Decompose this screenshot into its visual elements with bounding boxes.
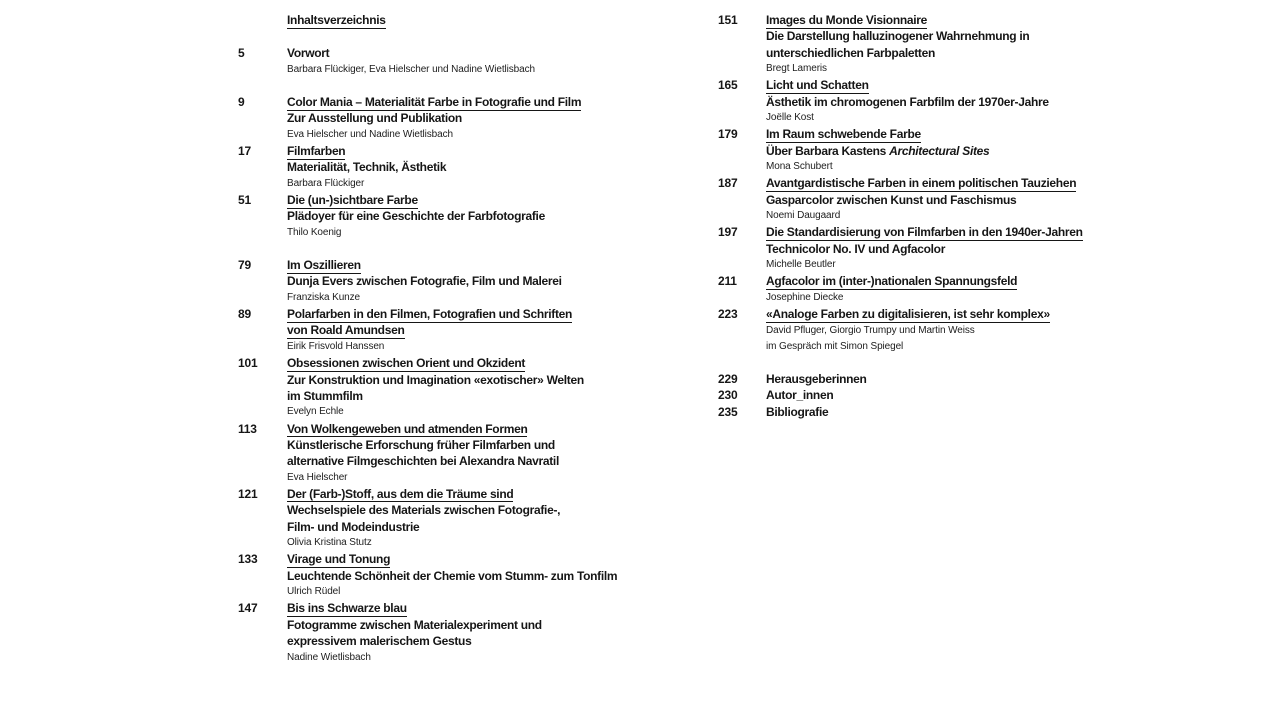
entry-body: [287, 421, 703, 486]
entry-page-number: 187: [718, 176, 738, 191]
entry-author-text: Eva Hielscher und Nadine Wietlisbach: [287, 128, 453, 140]
entry-title-line: [287, 551, 703, 567]
entry-title-line: [287, 486, 703, 502]
entry-page-number: 165: [718, 78, 738, 93]
entry-subtitle-text: Materialität, Technik, Ästhetik: [287, 160, 447, 175]
entry-title-text: Von Wolkengeweben und atmenden Formen: [287, 421, 528, 436]
entry-page-number: 229: [718, 371, 738, 386]
entry-author-text: Bregt Lameris: [766, 63, 827, 75]
entry-author-text: Eva Hielscher: [287, 471, 348, 483]
entry-body: [287, 600, 703, 665]
entry-page-number: 223: [718, 307, 738, 322]
entry-page-number: 101: [238, 356, 258, 371]
entry-author-text: Mona Schubert: [766, 161, 833, 173]
entry-author-text: Michelle Beutler: [766, 259, 836, 271]
entry-subtitle-line: [766, 241, 1188, 257]
entry-title-text: Avantgardistische Farben in einem politischen Tauziehen: [766, 176, 1077, 191]
entry-title-text: Images du Monde Visionnaire: [766, 13, 928, 27]
entry-subtitle-line: [287, 273, 703, 289]
entry-body: [766, 371, 1188, 387]
toc-entry: [238, 45, 703, 78]
toc-entry: [718, 371, 1188, 387]
entry-subtitle-text: Leuchtende Schönheit der Chemie vom Stumm- zum Tonfilm: [287, 568, 618, 583]
entry-subtitle-text: Ästhetik im chromogenen Farbfilm der 1970er-Jahre: [766, 94, 1049, 109]
toc-entry: [238, 486, 703, 551]
entry-title-line: [766, 371, 1188, 387]
entry-title-text: Autor_innen: [766, 388, 834, 403]
toc-column-left: [238, 12, 703, 666]
toc-entry: [238, 143, 703, 192]
toc-entry: [238, 355, 703, 420]
entry-subtitle-line: [287, 617, 703, 633]
entry-title-line: [287, 192, 703, 208]
entry-body: [766, 387, 1188, 403]
entry-title-text: Herausgeberinnen: [766, 371, 867, 386]
entry-subtitle-text: im Stummfilm: [287, 388, 363, 403]
entry-subtitle-text: Dunja Evers zwischen Fotografie, Film und Malerei: [287, 274, 562, 289]
entry-title-line: [287, 94, 703, 110]
entry-title-text: Licht und Schatten: [766, 78, 869, 93]
entry-page-number: 17: [238, 144, 251, 159]
entry-title-line: [287, 257, 703, 273]
entry-title-text: Bis ins Schwarze blau: [287, 601, 407, 616]
entry-body: [287, 486, 703, 551]
entry-title-text: Agfacolor im (inter-)nationalen Spannungsfeld: [766, 274, 1018, 289]
entry-title-line: [766, 175, 1188, 191]
entry-author-line: [766, 159, 1188, 175]
entry-subtitle-text: unterschiedlichen Farbpaletten: [766, 45, 936, 60]
entry-body: [766, 306, 1188, 355]
toc-entry: [718, 77, 1188, 126]
entry-author-line: [287, 225, 703, 241]
toc-entry: [238, 306, 703, 355]
toc-header-body: [287, 12, 703, 28]
entry-page-number: 113: [238, 421, 257, 436]
entry-subtitle-line: [287, 633, 703, 649]
entry-author-line: [766, 208, 1188, 224]
entry-title-text: Obsessionen zwischen Orient und Okzident: [287, 356, 526, 371]
toc-entry: [238, 551, 703, 600]
italic-text-segment: Architectural Sites: [889, 143, 990, 158]
entry-subtitle-text: Zur Ausstellung und Publikation: [287, 111, 462, 126]
entry-title-text: Die (un-)sichtbare Farbe: [287, 193, 418, 208]
entry-title-line: [287, 355, 703, 371]
entry-body: [766, 404, 1188, 420]
entry-page-number: 51: [238, 193, 251, 208]
entry-author-line: [287, 176, 703, 192]
entry-title-text: Vorwort: [287, 46, 330, 61]
entry-body: [287, 45, 703, 78]
entry-page-number: 133: [238, 552, 258, 567]
entry-title-text: Color Mania – Materialität Farbe in Fotografie und Film: [287, 95, 582, 110]
entry-subtitle-line: [287, 110, 703, 126]
entry-author-text: Eirik Frisvold Hanssen: [287, 340, 385, 352]
entry-title-line: [766, 12, 1188, 28]
entry-title-text: «Analoge Farben zu digitalisieren, ist sehr komplex»: [766, 307, 1050, 322]
text-segment: Über Barbara Kastens: [766, 143, 890, 158]
entry-subtitle-line: [766, 28, 1188, 44]
entry-page-number: 211: [718, 274, 737, 289]
entry-author-text: Barbara Flückiger, Eva Hielscher und Nadine Wietlisbach: [287, 63, 535, 75]
entry-author-line: [766, 257, 1188, 273]
entry-page-number: 151: [718, 13, 738, 27]
toc-entry: [238, 192, 703, 241]
entry-page-number: 9: [238, 95, 245, 110]
entry-author-text: Olivia Kristina Stutz: [287, 537, 372, 549]
entry-title-text: Bibliografie: [766, 404, 829, 419]
toc-entry: [238, 600, 703, 665]
entry-page-number: 89: [238, 307, 251, 322]
entry-subtitle-line: [766, 192, 1188, 208]
entry-body: [287, 94, 703, 143]
entry-title-text: Filmfarben: [287, 144, 346, 159]
entry-title-line: [766, 126, 1188, 142]
entry-subtitle-line: [287, 502, 703, 518]
entry-title-line: [766, 224, 1188, 240]
entry-title-line: [766, 306, 1188, 322]
entry-author-line: [287, 62, 703, 78]
entry-author-line: [766, 110, 1188, 126]
entry-title-text: Im Oszillieren: [287, 258, 361, 273]
entry-subtitle-text: Die Darstellung halluzinogener Wahrnehmung in: [766, 29, 1030, 44]
entry-page-number: 147: [238, 601, 258, 616]
toc-entries-left: [238, 45, 703, 665]
entry-subtitle-text: Wechselspiele des Materials zwischen Fotografie-,: [287, 503, 561, 518]
toc-entry: [718, 12, 1188, 77]
entry-subtitle-line: [287, 568, 703, 584]
entry-subtitle-line: [766, 94, 1188, 110]
toc-entry: [718, 306, 1188, 355]
entry-author-line: [287, 650, 703, 666]
entry-author-text: Ulrich Rüdel: [287, 586, 341, 598]
toc-entry: [718, 404, 1188, 420]
toc-header-row: [238, 12, 703, 28]
toc-entry: [718, 126, 1188, 175]
entry-author-line: [766, 323, 1188, 339]
entry-body: [287, 306, 703, 355]
entry-page-number: 5: [238, 46, 245, 61]
entry-subtitle-text: [766, 144, 989, 158]
entry-page-number: 230: [718, 388, 738, 403]
toc-entry: [718, 387, 1188, 403]
entry-subtitle-text: Film- und Modeindustrie: [287, 519, 420, 534]
entry-subtitle-line: [287, 388, 703, 404]
entry-title-text: von Roald Amundsen: [287, 323, 405, 338]
entry-body: [766, 126, 1188, 175]
entry-title-line: [287, 600, 703, 616]
entry-author-line: [287, 339, 703, 355]
entry-body: [287, 355, 703, 420]
toc-title-line: [287, 12, 703, 28]
entry-subtitle-text: Fotogramme zwischen Materialexperiment und: [287, 617, 542, 632]
entry-subtitle-line: [287, 519, 703, 535]
entry-title-line: [287, 421, 703, 437]
toc-column-right: [718, 12, 1188, 420]
entry-body: [287, 192, 703, 241]
entry-body: [766, 77, 1188, 126]
entry-title-line: [287, 306, 703, 322]
entry-author-text: Barbara Flückiger: [287, 177, 365, 189]
entry-page-number: 197: [718, 225, 738, 240]
entry-title-line: [287, 143, 703, 159]
entry-title-line: [766, 273, 1188, 289]
entry-body: [766, 224, 1188, 273]
toc-title: Inhaltsverzeichnis: [287, 13, 386, 27]
entry-title-line: [766, 77, 1188, 93]
entry-body: [766, 273, 1188, 306]
entry-title-text: Polarfarben in den Filmen, Fotografien und Schriften: [287, 307, 573, 322]
entry-body: [287, 257, 703, 306]
entry-page-number: 79: [238, 258, 251, 273]
entry-subtitle-line: [287, 453, 703, 469]
entry-subtitle-line: [287, 208, 703, 224]
entry-author-line: [766, 61, 1188, 77]
entry-body: [287, 143, 703, 192]
entry-body: [766, 175, 1188, 224]
entry-author-text: Nadine Wietlisbach: [287, 651, 371, 663]
entry-title-text: Die Standardisierung von Filmfarben in den 1940er-Jahren: [766, 225, 1083, 240]
entry-author-line: [287, 584, 703, 600]
entry-author-line: [287, 290, 703, 306]
entry-title-line: [766, 404, 1188, 420]
entry-subtitle-line: [287, 159, 703, 175]
entry-author-line: [287, 404, 703, 420]
entry-subtitle-text: Plädoyer für eine Geschichte der Farbfotografie: [287, 209, 545, 224]
toc-entry: [238, 421, 703, 486]
entry-title-line: [287, 322, 703, 338]
entry-author-text: Evelyn Echle: [287, 406, 344, 418]
entry-author-text: David Pfluger, Giorgio Trumpy und Martin Weiss: [766, 324, 975, 336]
entry-author-line: [287, 535, 703, 551]
entry-title-text: Virage und Tonung: [287, 552, 391, 567]
entry-subtitle-text: Technicolor No. IV und Agfacolor: [766, 241, 946, 256]
toc-entries-right: [718, 12, 1188, 420]
entry-author-text: Thilo Koenig: [287, 226, 342, 238]
entry-author-line: [287, 127, 703, 143]
toc-entry: [238, 257, 703, 306]
entry-page-number: 235: [718, 404, 738, 419]
entry-subtitle-line: [766, 45, 1188, 61]
entry-author-text: im Gespräch mit Simon Spiegel: [766, 340, 904, 352]
entry-subtitle-text: Gasparcolor zwischen Kunst und Faschismus: [766, 192, 1017, 207]
entry-author-text: Noemi Daugaard: [766, 210, 841, 222]
entry-body: [766, 12, 1188, 77]
entry-subtitle-text: Künstlerische Erforschung früher Filmfarben und: [287, 437, 555, 452]
toc-entry: [718, 224, 1188, 273]
entry-author-line: [287, 470, 703, 486]
entry-title-line: [766, 387, 1188, 403]
entry-subtitle-text: expressivem malerischem Gestus: [287, 634, 472, 649]
entry-author-line: [766, 339, 1188, 355]
entry-title-text: Im Raum schwebende Farbe: [766, 127, 921, 142]
entry-subtitle-text: alternative Filmgeschichten bei Alexandra Navratil: [287, 454, 559, 469]
entry-subtitle-line: [766, 143, 1188, 159]
entry-body: [287, 551, 703, 600]
entry-title-line: [287, 45, 703, 61]
entry-page-number: 179: [718, 127, 738, 142]
entry-author-text: Josephine Diecke: [766, 291, 844, 303]
entry-author-line: [766, 290, 1188, 306]
toc-entry: [238, 94, 703, 143]
entry-page-number: 121: [238, 486, 258, 501]
entry-title-text: Der (Farb-)Stoff, aus dem die Träume sind: [287, 486, 514, 501]
toc-entry: [718, 175, 1188, 224]
entry-subtitle-text: Zur Konstruktion und Imagination «exotischer» Welten: [287, 372, 584, 387]
entry-subtitle-line: [287, 372, 703, 388]
entry-subtitle-line: [287, 437, 703, 453]
toc-entry: [718, 273, 1188, 306]
entry-author-text: Franziska Kunze: [287, 291, 360, 303]
entry-author-text: Joëlle Kost: [766, 112, 814, 124]
